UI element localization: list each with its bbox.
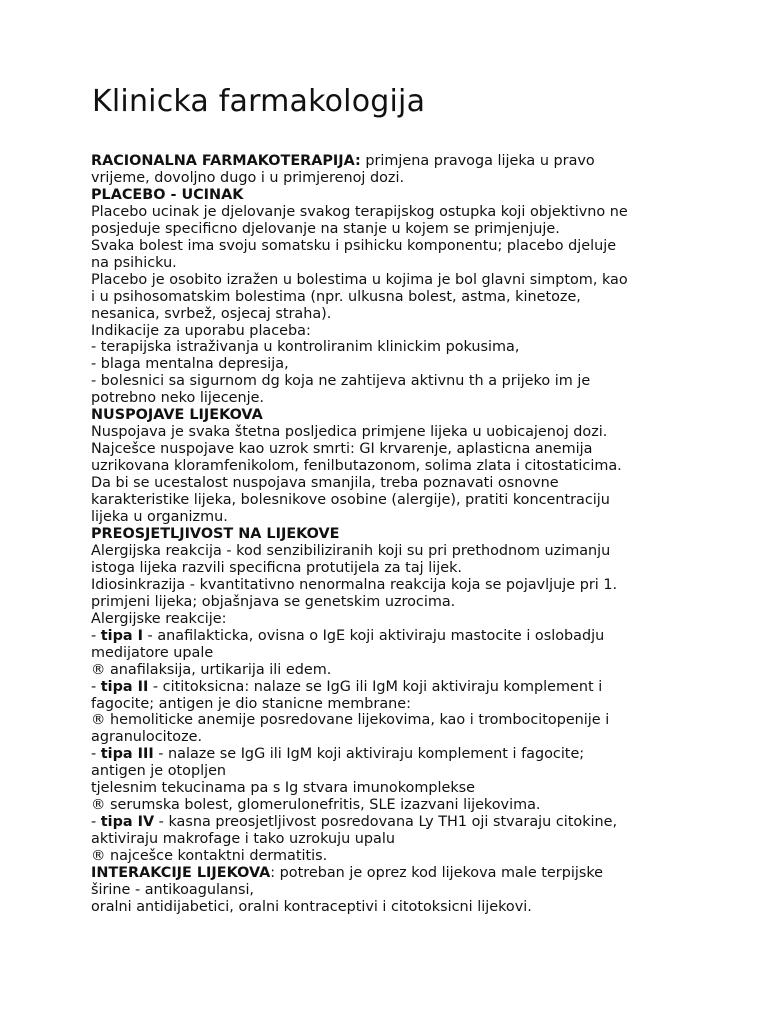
bold-text: tipa IV <box>100 814 155 831</box>
text-run: - <box>91 627 101 644</box>
text-run: Placebo je osobito izražen u bolestima u kojima je bol glavni simptom, kao <box>91 271 628 288</box>
text-run: ® hemoliticke anemije posredovane lijekovima, kao i trombocitopenije i <box>91 712 610 729</box>
document-title: Klinicka farmakologija <box>92 84 426 119</box>
text-run: - blaga mentalna depresija, <box>91 356 289 373</box>
text-line <box>91 645 691 662</box>
text-run: - anafilakticka, ovisna o IgE koji aktiviraju mastocite i oslobadju <box>142 627 605 644</box>
text-run: - cititoksicna: nalaze se IgG ili IgM koji aktiviraju komplement i <box>148 678 603 695</box>
text-line <box>91 170 691 187</box>
text-run: oralni antidijabetici, oralni kontraceptivi i citotoksicni lijekovi. <box>91 898 532 915</box>
text-line <box>91 848 691 865</box>
text-run: istoga lijeka razvili specificna protutijela za taj lijek. <box>91 559 462 576</box>
text-line <box>91 780 691 797</box>
text-run: Alergijska reakcija - kod senzibiliziranih koji su pri prethodnom uzimanju <box>91 542 611 559</box>
bold-text: INTERAKCIJE LIJEKOVA <box>91 865 271 882</box>
text-line <box>91 679 691 696</box>
text-run: Idiosinkrazija - kvantitativno nenormalna reakcija koja se pojavljuje pri 1. <box>91 576 618 593</box>
text-run: Da bi se ucestalost nuspojava smanjila, treba poznavati osnovne <box>91 475 559 492</box>
text-line <box>91 339 691 356</box>
text-line <box>91 509 691 526</box>
text-line <box>91 492 691 509</box>
text-run: uzrikovana kloramfenikolom, fenilbutazonom, solima zlata i citostaticima. <box>91 458 622 475</box>
text-run: primjeni lijeka; objašnjava se genetskim uzrocima. <box>91 593 456 610</box>
text-run: agranulocitoze. <box>91 729 203 746</box>
text-line <box>91 577 691 594</box>
text-run: : potreban je oprez kod lijekova male terpijske <box>270 865 603 882</box>
text-line <box>91 458 691 475</box>
text-line <box>91 526 691 543</box>
text-line <box>91 882 691 899</box>
text-line <box>91 238 691 255</box>
text-run: ® najcešce kontaktni dermatitis. <box>91 848 328 865</box>
text-run: i u psihosomatskim bolestima (npr. ulkusna bolest, astma, kinetoze, <box>91 288 581 305</box>
text-run: vrijeme, dovoljno dugo i u primjerenoj dozi. <box>91 169 405 186</box>
document-body <box>91 153 691 916</box>
text-run: - terapijska istraživanja u kontroliranim klinickim pokusima, <box>91 339 520 356</box>
text-line <box>91 289 691 306</box>
text-line <box>91 306 691 323</box>
text-run: potrebno neko lijecenje. <box>91 390 265 407</box>
text-run: lijeka u organizmu. <box>91 509 228 526</box>
text-line <box>91 865 691 882</box>
text-line <box>91 475 691 492</box>
text-line <box>91 272 691 289</box>
text-run: Najcešce nuspojave kao uzrok smrti: GI krvarenje, aplasticna anemija <box>91 441 593 458</box>
text-line <box>91 763 691 780</box>
text-line <box>91 814 691 831</box>
text-run: - <box>91 678 101 695</box>
text-run: širine - antikoagulansi, <box>91 881 255 898</box>
text-line <box>91 255 691 272</box>
text-run: - <box>91 814 101 831</box>
text-run: fagocite; antigen je dio stanicne membrane: <box>91 695 411 712</box>
text-line <box>91 543 691 560</box>
text-run: Placebo ucinak je djelovanje svakog terapijskog ostupka koji objektivno ne <box>91 203 628 220</box>
text-run: antigen je otopljen <box>91 763 227 780</box>
text-run: na psihicku. <box>91 254 177 271</box>
text-line <box>91 390 691 407</box>
text-run: Svaka bolest ima svoju somatsku i psihicku komponentu; placebo djeluje <box>91 237 617 254</box>
text-run: Indikacije za uporabu placeba: <box>91 322 311 339</box>
text-line <box>91 729 691 746</box>
text-line <box>91 797 691 814</box>
text-line <box>91 441 691 458</box>
text-line <box>91 187 691 204</box>
text-line <box>91 611 691 628</box>
bold-text: RACIONALNA FARMAKOTERAPIJA: <box>91 153 361 169</box>
text-run: - bolesnici sa sigurnom dg koja ne zahtijeva aktivnu th a prijeko im je <box>91 373 591 390</box>
text-line <box>91 594 691 611</box>
text-run: Alergijske reakcije: <box>91 610 227 627</box>
text-line <box>91 356 691 373</box>
bold-text: tipa II <box>100 678 149 695</box>
bold-text: tipa I <box>100 627 143 644</box>
text-line <box>91 662 691 679</box>
bold-text: PREOSJETLJIVOST NA LIJEKOVE <box>91 525 340 542</box>
text-line <box>91 628 691 645</box>
text-run: posjeduje specificno djelovanje na stanje u kojem se primjenjuje. <box>91 220 560 237</box>
text-run: aktiviraju makrofage i tako uzrokuju upalu <box>91 831 395 848</box>
text-run: ® serumska bolest, glomerulonefritis, SLE izazvani lijekovima. <box>91 797 541 814</box>
text-line <box>91 221 691 238</box>
text-line <box>91 323 691 340</box>
text-run: Nuspojava je svaka štetna posljedica primjene lijeka u uobicajenoj dozi. <box>91 424 608 441</box>
text-run: tjelesnim tekucinama pa s Ig stvara imunokomplekse <box>91 780 476 797</box>
text-run: karakteristike lijeka, bolesnikove osobine (alergije), pratiti koncentraciju <box>91 492 610 509</box>
bold-text: tipa III <box>100 746 154 763</box>
text-run: - <box>91 746 101 763</box>
text-run: - nalaze se IgG ili IgM koji aktiviraju komplement i fagocite; <box>153 746 585 763</box>
text-run: - kasna preosjetljivost posredovana Ly TH1 oji stvaraju citokine, <box>154 814 618 831</box>
text-line <box>91 696 691 713</box>
text-line <box>91 560 691 577</box>
bold-text: NUSPOJAVE LIJEKOVA <box>91 407 263 424</box>
text-line <box>91 373 691 390</box>
text-run: ® anafilaksija, urtikarija ili edem. <box>91 661 332 678</box>
text-line <box>91 204 691 221</box>
text-line <box>91 712 691 729</box>
text-line <box>91 407 691 424</box>
text-line <box>91 424 691 441</box>
text-line <box>91 153 691 170</box>
text-line <box>91 831 691 848</box>
text-line <box>91 899 691 916</box>
text-run: nesanica, svrbež, osjecaj straha). <box>91 305 332 322</box>
text-run: primjena pravoga lijeka u pravo <box>360 153 595 169</box>
text-run: medijatore upale <box>91 644 214 661</box>
text-line <box>91 746 691 763</box>
bold-text: PLACEBO - UCINAK <box>91 186 244 203</box>
